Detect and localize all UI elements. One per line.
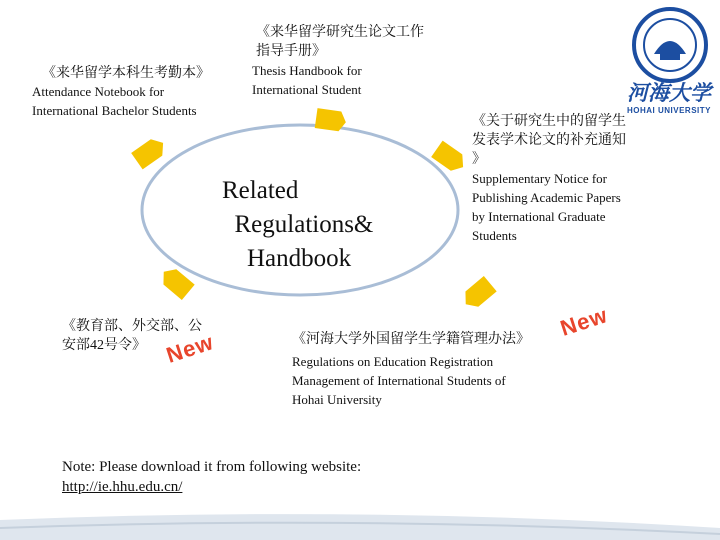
logo-chinese-name: 河海大学 — [627, 80, 711, 105]
new-badge-left: New — [163, 329, 217, 368]
arrow-right — [431, 141, 469, 176]
item-attendance-en: Attendance Notebook for International Bachelor Students — [32, 84, 197, 118]
item-registration-regulations-en: Regulations on Education Registration Management of International Students of Hohai University — [292, 354, 506, 407]
university-seal-icon — [634, 9, 706, 81]
arrow-bottom-right — [459, 276, 496, 312]
item-attendance-zh: 《来华留学本科生考勤本》 — [42, 66, 210, 81]
logo-english-name: HOHAI UNIVERSITY — [626, 106, 711, 115]
item-supplementary-notice-zh: 《关于研究生中的留学生 发表学术论文的补充通知 》 — [472, 114, 626, 167]
new-badge-right: New — [557, 302, 611, 341]
note-text: Note: Please download it from following website: — [62, 459, 362, 475]
download-note — [62, 457, 361, 497]
center-title: Related Regulations& Handbook — [222, 177, 374, 272]
download-link[interactable]: http://ie.hhu.edu.cn/ — [62, 479, 183, 495]
university-logo — [624, 80, 714, 115]
item-thesis-handbook-en: Thesis Handbook for International Student — [252, 63, 362, 97]
item-ministry-order-zh: 《教育部、外交部、公 安部42号令》 — [62, 319, 202, 353]
item-registration-regulations-zh: 《河海大学外国留学生学籍管理办法》 — [292, 332, 530, 347]
item-thesis-handbook-zh: 《来华留学研究生论文工作 指导手册》 — [256, 25, 424, 59]
arrow-left — [131, 135, 169, 170]
bottom-swoosh — [0, 514, 720, 540]
item-supplementary-notice-en: Supplementary Notice for Publishing Academic Papers by International Graduate Students — [472, 171, 621, 243]
